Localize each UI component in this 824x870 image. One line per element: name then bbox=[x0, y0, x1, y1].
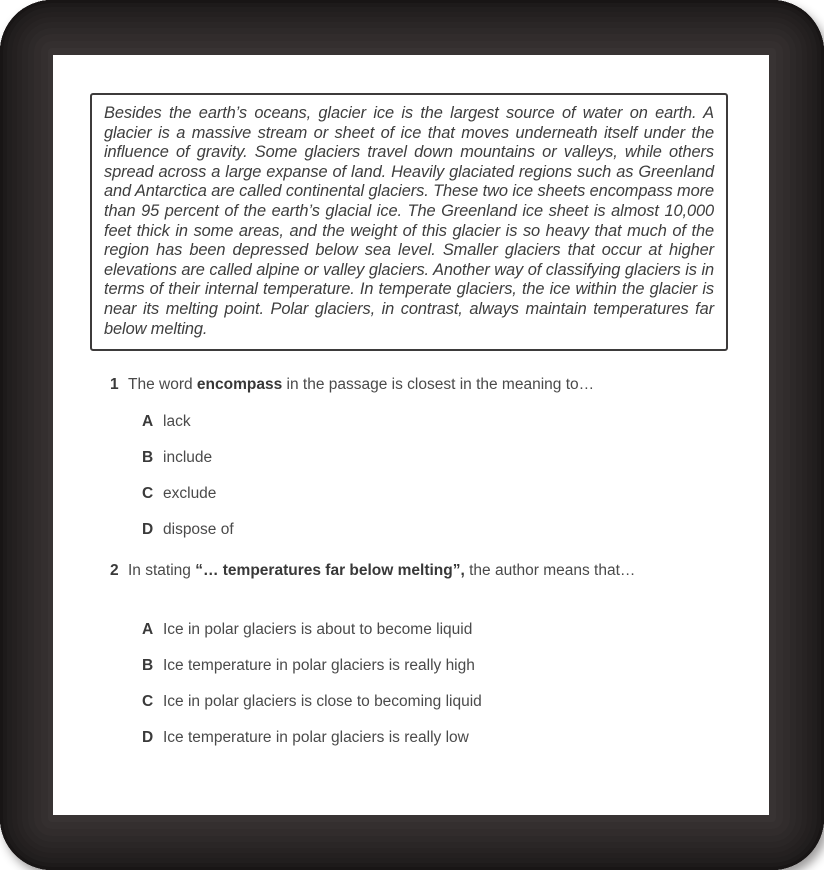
question-2-number: 2 bbox=[110, 562, 119, 580]
option-letter: D bbox=[142, 729, 154, 747]
question-1-option-b[interactable] bbox=[142, 447, 728, 468]
question-1-option-a[interactable] bbox=[142, 411, 728, 432]
question-2-option-d[interactable] bbox=[142, 727, 728, 748]
option-text: Ice in polar glaciers is about to become liquid bbox=[163, 621, 473, 639]
question-1-option-c[interactable] bbox=[142, 483, 728, 504]
question-2-text-prefix: In stating bbox=[128, 562, 196, 580]
option-text: lack bbox=[163, 413, 191, 431]
question-1-text-bold: encompass bbox=[196, 376, 283, 394]
passage-box bbox=[90, 93, 728, 351]
question-1-line bbox=[110, 374, 728, 395]
worksheet-page bbox=[53, 55, 769, 815]
question-2-line bbox=[110, 560, 728, 581]
passage-text: Besides the earth’s oceans, glacier ice is the largest source of water on earth. A glacier is a massive stream or sheet of ice that moves underneath itself under the influence of gravity. Some glaciers travel down mountains or valleys, while others spread across a large expanse of land. Heavily glaciated regions such as Greenland and Antarctica are called continental glaciers. These two ice sheets encompass more than 95 percent of the earth’s glacial ice. The Greenland ice sheet is almost 10,000 feet thick in some areas, and the weight of this glacier is so heavy that much of the region has been depressed below sea level. Smaller glaciers that occur at higher elevations are called alpine or valley glaciers. Another way of classifying glaciers is in terms of their internal temperature. In temperate glaciers, the ice within the glacier is near its melting point. Polar glaciers, in contrast, always maintain temperatures far below melting. bbox=[104, 104, 714, 338]
option-letter: D bbox=[142, 521, 154, 539]
question-1-option-d[interactable] bbox=[142, 519, 728, 540]
question-2-option-a[interactable] bbox=[142, 619, 728, 640]
option-letter: C bbox=[142, 485, 154, 503]
question-2-text-bold: “… temperatures far below melting”, bbox=[195, 562, 465, 580]
question-1-text-prefix: The word bbox=[128, 376, 197, 394]
option-letter: A bbox=[142, 621, 154, 639]
option-text: exclude bbox=[163, 485, 217, 503]
option-letter: A bbox=[142, 413, 154, 431]
question-1 bbox=[90, 374, 728, 540]
question-2-option-b[interactable] bbox=[142, 655, 728, 676]
option-text: include bbox=[163, 449, 213, 467]
question-2-option-c[interactable] bbox=[142, 691, 728, 712]
option-text: Ice temperature in polar glaciers is really high bbox=[163, 657, 475, 675]
option-letter: C bbox=[142, 693, 154, 711]
question-2 bbox=[90, 560, 728, 748]
option-letter: B bbox=[142, 657, 154, 675]
question-1-text-suffix: in the passage is closest in the meaning to… bbox=[282, 376, 595, 394]
option-text: dispose of bbox=[163, 521, 234, 539]
question-2-text-suffix: the author means that… bbox=[464, 562, 636, 580]
option-text: Ice temperature in polar glaciers is really low bbox=[163, 729, 469, 747]
question-1-number: 1 bbox=[110, 376, 119, 394]
option-letter: B bbox=[142, 449, 154, 467]
option-text: Ice in polar glaciers is close to becoming liquid bbox=[163, 693, 482, 711]
